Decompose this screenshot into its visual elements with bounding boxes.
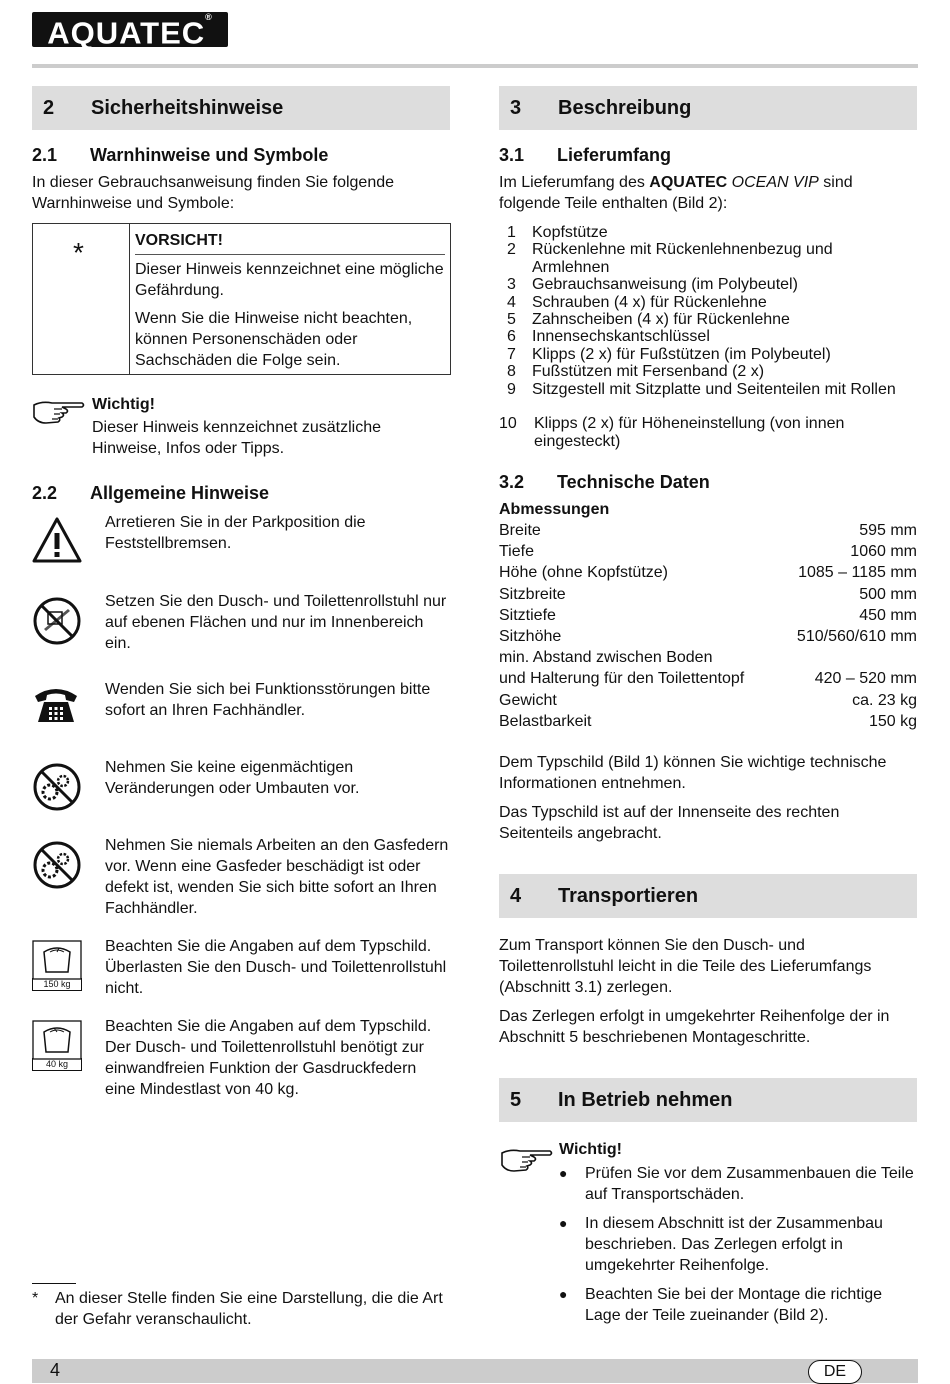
warning-triangle-icon xyxy=(31,516,83,564)
section-3-1-intro: Im Lieferumfang des AQUATEC OCEAN VIP sind folgende Teile enthalten (Bild 2): xyxy=(499,174,853,212)
section-3-2-heading: 3.2 Technische Daten xyxy=(499,472,710,492)
scale-40kg-icon: 40 kg xyxy=(32,1020,82,1072)
parts-list: 1 Kopfstütze 2 Rückenlehne mit Rückenlehnenbezug und Armlehnen 3 Gebrauchsanweisung (im Polybeutel) 4 Schrauben (4 x) für Rückenlehne 5 Zahnscheiben (4 x) für Rückenlehne 6 Innensechskantschlüssel 7 Klipps (2 x) für Fußstützen (im Polybeutel) 8 Fußstützen mit Fersenband (2 x) 9 Sitzgestell mit Sitzplatte und Seitenteilen mit Rollen 10 Klipps (2 x) für Höheneinstellung (von innen eingesteckt) xyxy=(499,224,896,450)
pointing-hand-icon xyxy=(32,397,86,427)
telephone-icon xyxy=(32,684,80,724)
note-title: Wichtig! xyxy=(92,396,155,413)
hint-2-text: Setzen Sie den Dusch- und Toilettenrollstuhl nur auf ebenen Flächen und nur im Innenbereich ein. xyxy=(105,593,447,652)
section-3-1-heading: 3.1 Lieferumfang xyxy=(499,145,672,165)
caution-title: VORSICHT! xyxy=(135,232,223,249)
list-item: In diesem Abschnitt ist der Zusammenbau beschrieben. Das Zerlegen erfolgt in umgekehrter Reihenfolge. xyxy=(585,1215,883,1274)
list-item: Beachten Sie bei der Montage die richtige Lage der Teile zueinander (Bild 2). xyxy=(585,1286,883,1324)
table-row: Gewicht ca. 23 kg xyxy=(499,691,917,709)
section-4-header: 4 Transportieren xyxy=(499,874,917,918)
scale-150kg-icon: 150 kg xyxy=(32,940,82,992)
footer-bar xyxy=(32,1359,918,1383)
section-2-1-heading: 2.1 Warnhinweise und Symbole xyxy=(32,145,329,165)
section-2-2-heading: 2.2 Allgemeine Hinweise xyxy=(32,483,270,503)
page-number: 4 xyxy=(50,1360,61,1380)
section-5-header: 5 In Betrieb nehmen xyxy=(499,1078,917,1122)
footnote-rule xyxy=(32,1283,76,1284)
hint-7-text: Beachten Sie die Angaben auf dem Typschild. Der Dusch- und Toilettenrollstuhl benötigt zur einwandfreien Funktion der Gasdruckfedern eine Mindestlast von 40 kg. xyxy=(105,1018,432,1098)
table-row: Sitzbreite 500 mm xyxy=(499,585,917,603)
table-row: min. Abstand zwischen Boden xyxy=(499,649,713,667)
hint-6-text: Beachten Sie die Angaben auf dem Typschild. Überlasten Sie den Dusch- und Toilettenrollstuhl nicht. xyxy=(105,938,447,997)
table-row: Höhe (ohne Kopfstütze) 1085 – 1185 mm xyxy=(499,564,917,582)
list-item: Prüfen Sie vor dem Zusammenbauen die Teile auf Transportschäden. xyxy=(585,1165,914,1203)
table-row: Sitzhöhe 510/560/610 mm xyxy=(499,628,917,645)
note-5-bullets: ● Prüfen Sie vor dem Zusammenbauen die Teile auf Transportschäden. ● In diesem Abschnitt ist der Zusammenbau beschrieben. Das Zerlegen erfolgt in umgekehrter Reihenfolge. ● Beachten Sie bei der Montage die richtige Lage der Teile zueinander (Bild 2). xyxy=(559,1163,919,1333)
typeplate-text-1: Dem Typschild (Bild 1) können Sie wichtige technische Informationen entnehmen. xyxy=(499,754,887,792)
section-2-1-intro: In dieser Gebrauchsanweisung finden Sie folgende Warnhinweise und Symbole: xyxy=(32,174,395,212)
caution-text-1: Dieser Hinweis kennzeichnet eine mögliche Gefährdung. xyxy=(135,261,444,299)
hint-5-text: Nehmen Sie niemals Arbeiten an den Gasfedern vor. Wenn eine Gasfeder beschädigt ist oder defekt ist, wenden Sie sich bitte sofort an Ihren Fachhändler. xyxy=(105,837,449,917)
footnote-mark: * xyxy=(32,1290,39,1307)
note-5-title: Wichtig! xyxy=(559,1141,622,1158)
no-modification-icon xyxy=(32,762,82,812)
dimensions-table xyxy=(499,520,917,732)
hint-1-text: Arretieren Sie in der Parkposition die Feststellbremsen. xyxy=(105,514,366,552)
dimensions-subtitle: Abmessungen xyxy=(499,501,610,518)
section-3-header: 3 Beschreibung xyxy=(499,86,917,130)
table-row: Sitztiefe 450 mm xyxy=(499,606,917,624)
table-row: Belastbarkeit 150 kg xyxy=(499,712,917,730)
hint-3-text: Wenden Sie sich bei Funktionsstörungen bitte sofort an Ihren Fachhändler. xyxy=(105,681,431,719)
table-row: Breite 595 mm xyxy=(499,522,917,539)
hint-4-text: Nehmen Sie keine eigenmächtigen Veränderungen oder Umbauten vor. xyxy=(105,759,360,797)
header-rule xyxy=(32,64,918,68)
no-gas-spring-work-icon xyxy=(32,840,82,890)
caution-symbol: * xyxy=(73,237,84,268)
aquatec-logo: AQUATEC® xyxy=(32,12,228,47)
table-row: Tiefe 1060 mm xyxy=(499,543,917,561)
typeplate-text-2: Das Typschild ist auf der Innenseite des rechten Seitenteils angebracht. xyxy=(499,804,840,842)
transport-text-2: Das Zerlegen erfolgt in umgekehrter Reihenfolge der in Abschnitt 5 beschriebenen Montageschritte. xyxy=(499,1008,890,1046)
caution-box xyxy=(32,223,451,375)
caution-text-2: Wenn Sie die Hinweise nicht beachten, können Personenschäden oder Sachschäden die Folge sein. xyxy=(135,310,413,369)
footnote-text: An dieser Stelle finden Sie eine Darstellung, die die Art der Gefahr veranschaulicht. xyxy=(55,1290,443,1328)
no-slope-icon xyxy=(32,596,82,646)
section-2-header: 2 Sicherheitshinweise xyxy=(32,86,450,130)
language-badge: DE xyxy=(808,1360,862,1384)
note-text: Dieser Hinweis kennzeichnet zusätzliche Hinweise, Infos oder Tipps. xyxy=(92,419,382,457)
transport-text-1: Zum Transport können Sie den Dusch- und Toilettenrollstuhl leicht in die Teile des Lieferumfangs (Abschnitt 3.1) zerlegen. xyxy=(499,937,872,996)
table-row: und Halterung für den Toilettentopf 420 – 520 mm xyxy=(499,670,917,688)
pointing-hand-icon xyxy=(500,1145,554,1175)
